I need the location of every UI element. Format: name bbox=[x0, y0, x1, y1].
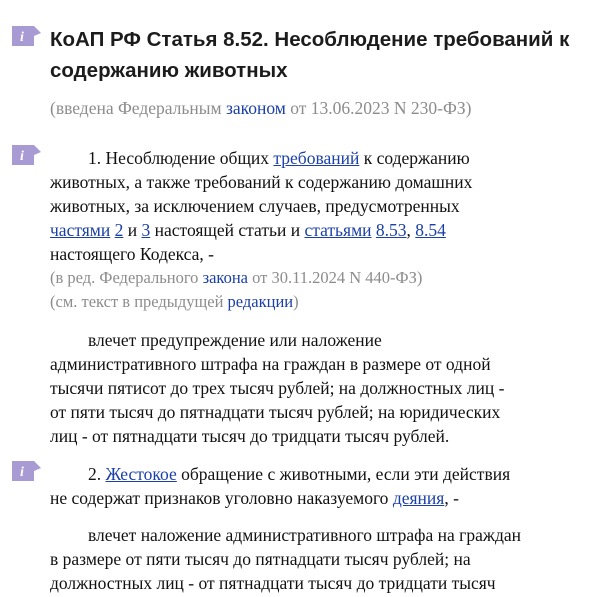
requirements-link[interactable]: требований bbox=[273, 148, 360, 168]
svg-text:i: i bbox=[20, 30, 24, 45]
act-link[interactable]: деяния bbox=[392, 488, 445, 508]
law-link[interactable]: законом bbox=[225, 98, 286, 118]
amending-law-link[interactable]: закона bbox=[202, 268, 248, 287]
page-title: КоАП РФ Статья 8.52. Несоблюдение требований к содержанию животных bbox=[50, 28, 570, 82]
edition-note: (в ред. Федерального закона от 30.11.2024 N 440-ФЗ) bbox=[50, 268, 423, 287]
svg-text:i: i bbox=[20, 149, 24, 164]
cruel-treatment-link[interactable]: Жестокое bbox=[105, 464, 177, 484]
articles-link[interactable]: статьями bbox=[304, 220, 372, 240]
info-icon[interactable] bbox=[12, 26, 42, 46]
part-2-link[interactable]: 2 bbox=[114, 220, 124, 240]
info-icon[interactable] bbox=[12, 461, 42, 481]
svg-text:i: i bbox=[20, 465, 24, 480]
info-icon[interactable] bbox=[12, 145, 42, 165]
part-2: 2. Жестокое обращение с животными, если эти действия не содержат признаков уголовно наказуемого деяния, - bbox=[50, 464, 511, 508]
previous-edition-link[interactable]: редакции bbox=[227, 292, 294, 311]
previous-edition-note: (см. текст в предыдущей редакции) bbox=[50, 292, 299, 311]
part-1: 1. Несоблюдение общих требований к содержанию животных, а также требований к содержанию домашних животных, за исключением случаев, предусмотренных частями 2 и 3 настоящей статьи и статьями 8.53, 8.54 настоящего Кодекса, - (в ред. Федерального закона от 30.11.2024 N 440-ФЗ) (см. текст в предыдущей редакции) bbox=[50, 146, 590, 314]
part-3-link[interactable]: 3 bbox=[141, 220, 151, 240]
intro-note: (введена Федеральным законом от 13.06.2023 N 230-ФЗ) bbox=[50, 98, 472, 118]
part-1-penalty: влечет предупреждение или наложение административного штрафа на граждан в размере от одной тысячи пятисот до трех тысяч рублей; на должностных лиц - от пяти тысяч до пятнадцати тысяч рублей; на юридических лиц - от пятнадцати тысяч до тридцати тысяч рублей. bbox=[50, 330, 505, 446]
article-853-link[interactable]: 8.53 bbox=[375, 220, 407, 240]
part-2-penalty: влечет наложение административного штрафа на граждан в размере от пяти тысяч до пятнадцати тысяч рублей; на должностных лиц - от пятнадцати тысяч до тридцати тысяч bbox=[50, 525, 521, 593]
parts-link[interactable]: частями bbox=[50, 220, 111, 240]
article-854-link[interactable]: 8.54 bbox=[415, 220, 446, 240]
